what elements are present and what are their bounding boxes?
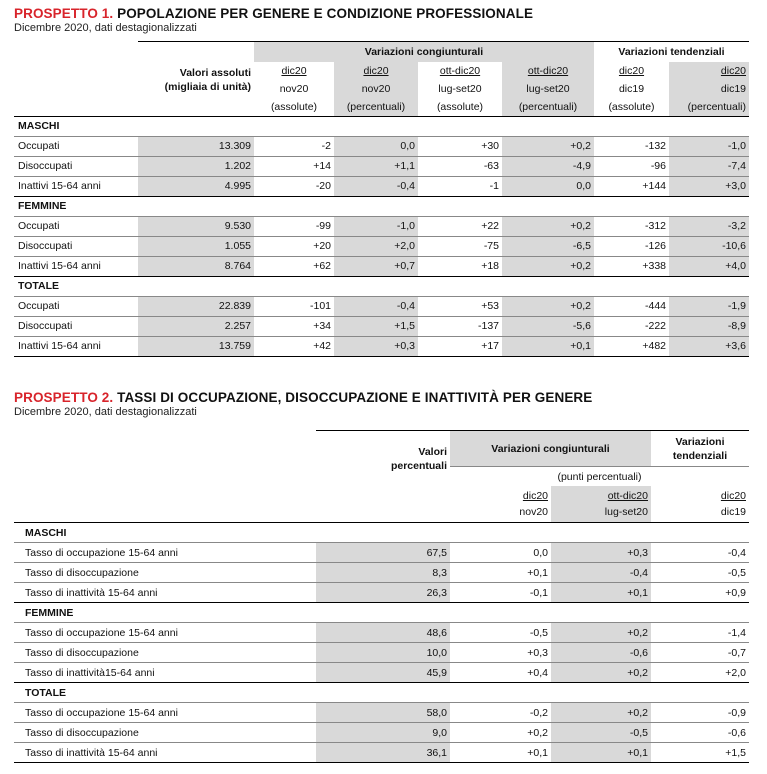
table-row bbox=[14, 543, 749, 563]
table-cell: -0,4 bbox=[334, 296, 418, 316]
header-line: (percentuali) bbox=[518, 100, 578, 113]
table-cell: -0,6 bbox=[551, 643, 651, 663]
table-row bbox=[14, 563, 749, 583]
table-row bbox=[14, 723, 749, 743]
table-cell: +0,4 bbox=[450, 663, 551, 683]
table-cell: +0,1 bbox=[450, 743, 551, 763]
row-label: Tasso di inattività 15-64 anni bbox=[14, 583, 316, 603]
table-cell: -0,5 bbox=[651, 563, 749, 583]
col-header bbox=[651, 486, 749, 523]
table-cell: -99 bbox=[254, 216, 334, 236]
table-cell: -0,1 bbox=[450, 583, 551, 603]
table-cell: -101 bbox=[254, 296, 334, 316]
header-line: nov20 bbox=[361, 82, 391, 95]
group-row bbox=[14, 603, 749, 623]
group-label: TOTALE bbox=[14, 276, 749, 296]
table-cell: +4,0 bbox=[669, 256, 749, 276]
table-cell: -20 bbox=[254, 176, 334, 196]
table-cell: +3,0 bbox=[669, 176, 749, 196]
table-cell: -222 bbox=[594, 316, 669, 336]
prospetto-2-table bbox=[14, 430, 749, 763]
table-cell: +1,5 bbox=[334, 316, 418, 336]
row-label: Disoccupati bbox=[14, 316, 138, 336]
row-label: Disoccupati bbox=[14, 236, 138, 256]
table-cell: -312 bbox=[594, 216, 669, 236]
table-cell: 0,0 bbox=[502, 176, 594, 196]
table-cell: +18 bbox=[418, 256, 502, 276]
table-cell: 8,3 bbox=[316, 563, 450, 583]
row-label: Inattivi 15-64 anni bbox=[14, 256, 138, 276]
table-row bbox=[14, 643, 749, 663]
table-cell: +30 bbox=[418, 136, 502, 156]
prospetto-2 bbox=[14, 390, 749, 763]
header-line: (percentuali) bbox=[346, 100, 406, 113]
table-cell: +0,3 bbox=[450, 643, 551, 663]
row-label: Tasso di disoccupazione bbox=[14, 643, 316, 663]
table-cell: -1,9 bbox=[669, 296, 749, 316]
table-cell: +0,1 bbox=[502, 336, 594, 356]
table-cell: -1,0 bbox=[669, 136, 749, 156]
table-cell: +42 bbox=[254, 336, 334, 356]
prospetto-1-title bbox=[14, 6, 749, 21]
group-label: TOTALE bbox=[14, 683, 749, 703]
abs-value-header bbox=[138, 62, 254, 117]
table-cell: +482 bbox=[594, 336, 669, 356]
table-cell bbox=[14, 467, 316, 487]
table-cell: 9,0 bbox=[316, 723, 450, 743]
group-row bbox=[14, 683, 749, 703]
table-cell: +14 bbox=[254, 156, 334, 176]
table-row bbox=[14, 136, 749, 156]
table-cell: -0,4 bbox=[651, 543, 749, 563]
prospetto-2-subtitle: Dicembre 2020, dati destagionalizzati bbox=[14, 406, 197, 418]
table-cell: 48,6 bbox=[316, 623, 450, 643]
table-cell: -0,5 bbox=[551, 723, 651, 743]
table-cell: -137 bbox=[418, 316, 502, 336]
table-cell: 45,9 bbox=[316, 663, 450, 683]
table-cell: 10,0 bbox=[316, 643, 450, 663]
col-header bbox=[450, 486, 551, 523]
header-line: dic19 bbox=[720, 82, 747, 95]
table-cell: +0,1 bbox=[551, 743, 651, 763]
table-cell: +0,7 bbox=[334, 256, 418, 276]
table-row bbox=[14, 176, 749, 196]
table-cell: 8.764 bbox=[138, 256, 254, 276]
header-line: tendenziali bbox=[672, 449, 728, 462]
table-cell: -0,5 bbox=[450, 623, 551, 643]
table-cell: -0,9 bbox=[651, 703, 749, 723]
group-row bbox=[14, 196, 749, 216]
group-label: MASCHI bbox=[14, 116, 749, 136]
table-cell: +0,3 bbox=[551, 543, 651, 563]
table-row bbox=[14, 296, 749, 316]
table-cell: 1.055 bbox=[138, 236, 254, 256]
prospetto-2-number: PROSPETTO 2. bbox=[14, 390, 114, 405]
table-cell: -126 bbox=[594, 236, 669, 256]
header-line: (assolute) bbox=[270, 100, 318, 113]
group-cong-label: Variazioni congiunturali bbox=[450, 431, 651, 467]
table-cell: +0,2 bbox=[502, 216, 594, 236]
header-line: (percentuali) bbox=[687, 100, 747, 113]
table-cell: -75 bbox=[418, 236, 502, 256]
group-cong-label: Variazioni congiunturali bbox=[254, 42, 594, 62]
prospetto-1-subtitle: Dicembre 2020, dati destagionalizzati bbox=[14, 22, 197, 34]
table-cell: 9.530 bbox=[138, 216, 254, 236]
table-cell bbox=[14, 62, 138, 117]
table-row bbox=[14, 623, 749, 643]
table-cell: +1,1 bbox=[334, 156, 418, 176]
table-cell: 13.759 bbox=[138, 336, 254, 356]
header-line: dic20 bbox=[363, 64, 389, 77]
group-header-row bbox=[14, 431, 749, 467]
table-cell: +0,2 bbox=[551, 663, 651, 683]
table-cell: +0,9 bbox=[651, 583, 749, 603]
table-row bbox=[14, 336, 749, 356]
row-label: Occupati bbox=[14, 296, 138, 316]
header-line: ott-dic20 bbox=[439, 64, 481, 77]
table-cell bbox=[138, 42, 254, 62]
header-line: dic20 bbox=[281, 64, 307, 77]
header-line: dic20 bbox=[522, 490, 548, 502]
row-label: Tasso di occupazione 15-64 anni bbox=[14, 543, 316, 563]
prospetto-1 bbox=[14, 6, 749, 357]
col-header bbox=[334, 62, 418, 117]
row-label: Tasso di inattività15-64 anni bbox=[14, 663, 316, 683]
table-cell: -1 bbox=[418, 176, 502, 196]
table-row bbox=[14, 236, 749, 256]
row-label: Tasso di occupazione 15-64 anni bbox=[14, 623, 316, 643]
header-line: lug-set20 bbox=[526, 82, 570, 95]
table-cell: -132 bbox=[594, 136, 669, 156]
table-cell: -0,2 bbox=[450, 703, 551, 723]
table-cell: +0,1 bbox=[450, 563, 551, 583]
table-cell: -63 bbox=[418, 156, 502, 176]
prospetto-1-table bbox=[14, 41, 749, 357]
table-cell: -2 bbox=[254, 136, 334, 156]
table-row bbox=[14, 216, 749, 236]
group-header-row bbox=[14, 42, 749, 62]
table-cell: 2.257 bbox=[138, 316, 254, 336]
table-cell: -6,5 bbox=[502, 236, 594, 256]
table-row bbox=[14, 316, 749, 336]
table-cell: +0,2 bbox=[502, 256, 594, 276]
table-cell: -1,4 bbox=[651, 623, 749, 643]
row-label: Disoccupati bbox=[14, 156, 138, 176]
table-cell: +0,3 bbox=[334, 336, 418, 356]
table-cell: +0,1 bbox=[551, 583, 651, 603]
header-line: (migliaia di unità) bbox=[164, 80, 251, 93]
table-cell: -5,6 bbox=[502, 316, 594, 336]
prospetto-1-heading: POPOLAZIONE PER GENERE E CONDIZIONE PROFESSIONALE bbox=[117, 6, 534, 21]
table-cell: +3,6 bbox=[669, 336, 749, 356]
table-cell: +62 bbox=[254, 256, 334, 276]
group-tend-label bbox=[651, 431, 749, 467]
table-cell: -0,4 bbox=[551, 563, 651, 583]
row-label: Tasso di disoccupazione bbox=[14, 723, 316, 743]
table-cell: -0,7 bbox=[651, 643, 749, 663]
table-cell bbox=[316, 486, 450, 523]
col-header bbox=[502, 62, 594, 117]
table-cell bbox=[14, 486, 316, 523]
table-cell: 22.839 bbox=[138, 296, 254, 316]
table-cell: +2,0 bbox=[334, 236, 418, 256]
table-cell: +1,5 bbox=[651, 743, 749, 763]
table-cell: 0,0 bbox=[334, 136, 418, 156]
header-line: ott-dic20 bbox=[607, 490, 648, 502]
col-header bbox=[254, 62, 334, 117]
header-line: Valori bbox=[418, 445, 447, 458]
column-header-row bbox=[14, 486, 749, 523]
header-line: Valori assoluti bbox=[179, 66, 251, 79]
group-row bbox=[14, 276, 749, 296]
table-row bbox=[14, 743, 749, 763]
column-header-row bbox=[14, 62, 749, 117]
col-header bbox=[551, 486, 651, 523]
table-cell: +20 bbox=[254, 236, 334, 256]
table-cell: -444 bbox=[594, 296, 669, 316]
table-cell: -0,6 bbox=[651, 723, 749, 743]
table-cell: -0,4 bbox=[334, 176, 418, 196]
header-line: nov20 bbox=[279, 82, 309, 95]
header-line: ott-dic20 bbox=[527, 64, 569, 77]
header-line: (assolute) bbox=[608, 100, 655, 113]
table-cell: -3,2 bbox=[669, 216, 749, 236]
table-cell bbox=[14, 42, 138, 62]
col-header bbox=[418, 62, 502, 117]
group-row bbox=[14, 523, 749, 543]
row-label: Tasso di disoccupazione bbox=[14, 563, 316, 583]
group-tend-label: Variazioni tendenziali bbox=[594, 42, 749, 62]
table-cell: 26,3 bbox=[316, 583, 450, 603]
group-label: FEMMINE bbox=[14, 603, 749, 623]
row-label: Inattivi 15-64 anni bbox=[14, 176, 138, 196]
table-cell: 58,0 bbox=[316, 703, 450, 723]
header-line: lug-set20 bbox=[438, 82, 482, 95]
table-cell: +53 bbox=[418, 296, 502, 316]
table-row bbox=[14, 256, 749, 276]
table-cell: 0,0 bbox=[450, 543, 551, 563]
header-line: nov20 bbox=[519, 506, 548, 518]
val-header bbox=[316, 431, 450, 487]
table-row bbox=[14, 703, 749, 723]
header-line: Variazioni bbox=[675, 435, 725, 448]
table-row bbox=[14, 583, 749, 603]
row-label: Tasso di occupazione 15-64 anni bbox=[14, 703, 316, 723]
group-row bbox=[14, 116, 749, 136]
table-cell: -96 bbox=[594, 156, 669, 176]
table-cell: +0,2 bbox=[551, 703, 651, 723]
table-cell: 4.995 bbox=[138, 176, 254, 196]
table-cell: -10,6 bbox=[669, 236, 749, 256]
table-cell: +338 bbox=[594, 256, 669, 276]
table-cell bbox=[14, 431, 316, 467]
header-line: dic20 bbox=[720, 64, 747, 77]
col-header bbox=[594, 62, 669, 117]
table-cell: +0,2 bbox=[551, 623, 651, 643]
table-cell: -7,4 bbox=[669, 156, 749, 176]
table-row bbox=[14, 156, 749, 176]
table-row bbox=[14, 663, 749, 683]
row-label: Occupati bbox=[14, 216, 138, 236]
table-cell: +2,0 bbox=[651, 663, 749, 683]
table-cell: 1.202 bbox=[138, 156, 254, 176]
table-cell: 36,1 bbox=[316, 743, 450, 763]
table-cell: +22 bbox=[418, 216, 502, 236]
prospetto-1-number: PROSPETTO 1. bbox=[14, 6, 114, 21]
group-label: FEMMINE bbox=[14, 196, 749, 216]
row-label: Occupati bbox=[14, 136, 138, 156]
table-cell: 67,5 bbox=[316, 543, 450, 563]
group-label: MASCHI bbox=[14, 523, 749, 543]
table-cell: +0,2 bbox=[502, 136, 594, 156]
header-line: dic19 bbox=[720, 506, 746, 518]
table-cell: +144 bbox=[594, 176, 669, 196]
header-line: dic20 bbox=[618, 64, 645, 77]
header-line: percentuali bbox=[390, 459, 447, 472]
table-cell: +0,2 bbox=[502, 296, 594, 316]
table-cell: +0,2 bbox=[450, 723, 551, 743]
row-label: Inattivi 15-64 anni bbox=[14, 336, 138, 356]
unit-label: (punti percentuali) bbox=[450, 467, 749, 487]
prospetto-2-heading: TASSI DI OCCUPAZIONE, DISOCCUPAZIONE E INATTIVITÀ PER GENERE bbox=[117, 390, 593, 405]
col-header bbox=[669, 62, 749, 117]
table-cell: -4,9 bbox=[502, 156, 594, 176]
prospetto-2-title bbox=[14, 390, 749, 405]
table-cell: +17 bbox=[418, 336, 502, 356]
header-line: dic19 bbox=[618, 82, 645, 95]
table-cell: -8,9 bbox=[669, 316, 749, 336]
header-line: dic20 bbox=[720, 490, 746, 502]
table-cell: -1,0 bbox=[334, 216, 418, 236]
row-label: Tasso di inattività 15-64 anni bbox=[14, 743, 316, 763]
header-line: lug-set20 bbox=[604, 506, 648, 518]
table-cell: 13.309 bbox=[138, 136, 254, 156]
table-cell: +34 bbox=[254, 316, 334, 336]
header-line: (assolute) bbox=[436, 100, 484, 113]
